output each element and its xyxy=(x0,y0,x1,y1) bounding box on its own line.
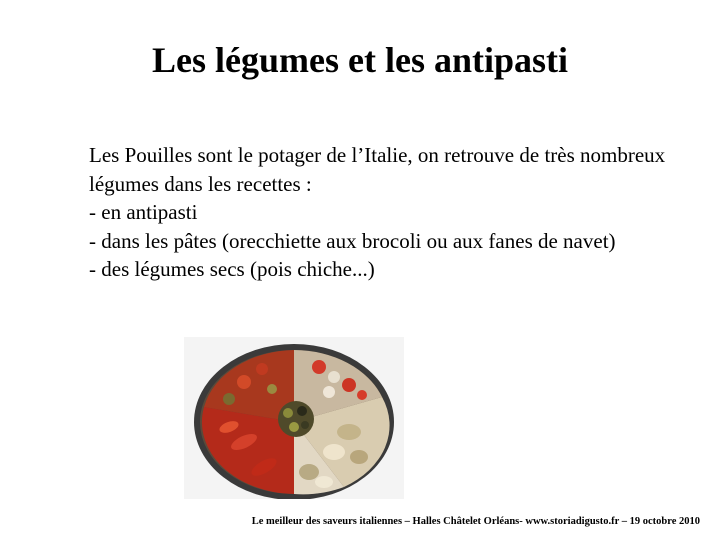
slide-title: Les légumes et les antipasti xyxy=(152,40,568,80)
antipasti-platter-photo xyxy=(184,337,404,499)
body-line-intro: Les Pouilles sont le potager de l’Italie, on retrouve de très nombreux légumes dans les recettes : xyxy=(89,143,666,196)
slide-body xyxy=(89,141,679,284)
slide-footer: Le meilleur des saveurs italiennes – Halles Châtelet Orléans- www.storiadigusto.fr – 19 octobre 2010 xyxy=(251,516,700,527)
body-line-legumes-secs: - des légumes secs (pois chiche...) xyxy=(89,257,375,281)
body-line-pates: - dans les pâtes (orecchiette aux brocoli ou aux fanes de navet) xyxy=(89,228,616,253)
body-line-antipasti: - en antipasti xyxy=(89,200,198,224)
